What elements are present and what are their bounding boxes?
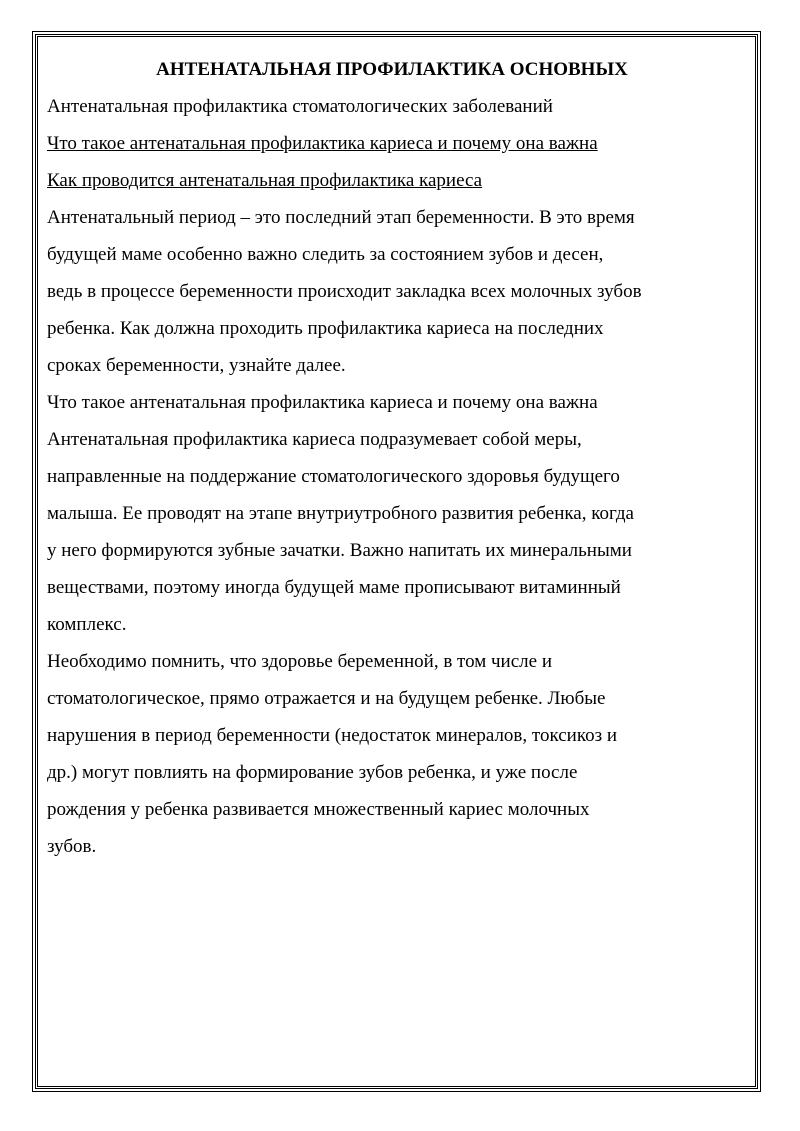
paragraph-line: малыша. Ее проводят на этапе внутриутробного развития ребенка, когда [47,503,634,524]
document-subtitle: Антенатальная профилактика стоматологических заболеваний [47,96,553,117]
toc-link-what-is[interactable]: Что такое антенатальная профилактика кариеса и почему она важна [47,133,598,154]
paragraph-line: сроках беременности, узнайте далее. [47,355,346,376]
paragraph-health [47,643,737,865]
paragraph-line: стоматологическое, прямо отражается и на будущем ребенке. Любые [47,688,606,709]
paragraph-line: ребенка. Как должна проходить профилактика кариеса на последних [47,318,604,339]
paragraph-line: ведь в процессе беременности происходит закладка всех молочных зубов [47,281,642,302]
paragraph-line: направленные на поддержание стоматологического здоровья будущего [47,466,620,487]
paragraph-line: веществами, поэтому иногда будущей маме прописывают витаминный [47,577,621,598]
paragraph-line: рождения у ребенка развивается множественный кариес молочных [47,799,590,820]
paragraph-line: у него формируются зубные зачатки. Важно напитать их минеральными [47,540,632,561]
paragraph-line: зубов. [47,836,97,857]
document-title: АНТЕНАТАЛЬНАЯ ПРОФИЛАКТИКА ОСНОВНЫХ [156,59,628,80]
paragraph-line: Необходимо помнить, что здоровье беременной, в том числе и [47,651,552,672]
toc-link-how-done[interactable]: Как проводится антенатальная профилактика кариеса [47,170,483,191]
paragraph-line: комплекс. [47,614,127,635]
paragraph-line: Антенатальная профилактика кариеса подразумевает собой меры, [47,429,582,450]
paragraph-line: др.) могут повлиять на формирование зубов ребенка, и уже после [47,762,578,783]
paragraph-line: будущей маме особенно важно следить за состоянием зубов и десен, [47,244,604,265]
document-body [47,56,737,865]
paragraph-line: Антенатальный период – это последний этап беременности. В это время [47,207,635,228]
paragraph-intro [47,199,737,384]
paragraph-line: нарушения в период беременности (недостаток минералов, токсикоз и [47,725,618,746]
section-heading: Что такое антенатальная профилактика кариеса и почему она важна [47,392,598,413]
paragraph-definition [47,421,737,643]
